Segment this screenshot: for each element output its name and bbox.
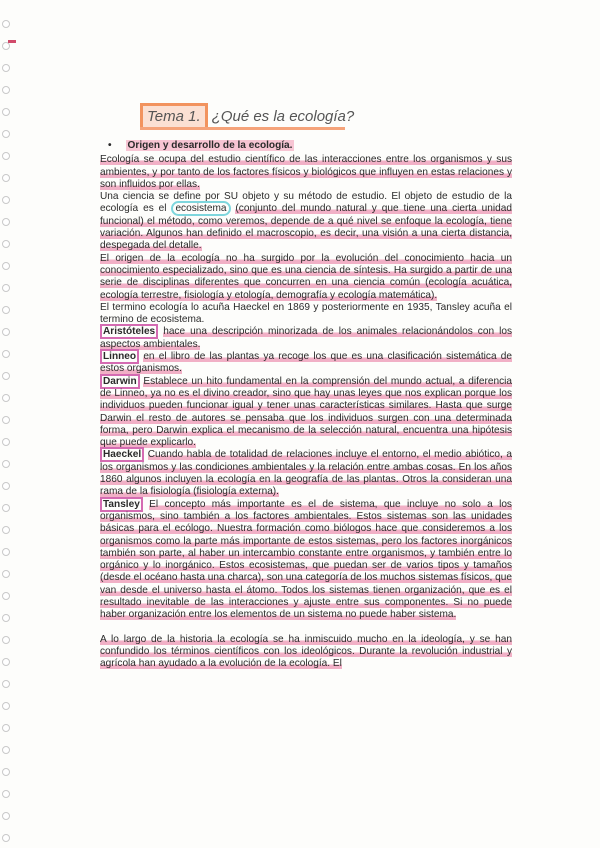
name-haeckel: Haeckel	[100, 447, 144, 462]
paragraph-2: Una ciencia se define por SU objeto y su método de estudio. El objeto de estudio de la ecología es el ecosistema (conjunto del mundo natural y que tiene una cierta unidad funcional) el método, como veremos, depende de a qué nivel se enfoque la ecología, tiene variación. Algunos han definido el macroscopio, es decir, una visión a una cierta distancia, despegada del detalle.	[100, 191, 512, 252]
binder-holes	[0, 20, 10, 848]
name-aristoteles: Aristóteles	[100, 324, 158, 339]
ink-mark	[8, 40, 16, 43]
paragraph-aristoteles: Aristóteles hace una descripción minorizada de los animales relacionándolos con los aspectos ambientales.	[100, 326, 512, 350]
paragraph-4: El termino ecología lo acuña Haeckel en 1869 y posteriormente en 1935, Tansley acuña el termino de ecosistema.	[100, 301, 512, 326]
page-title	[140, 103, 354, 130]
name-tansley: Tansley	[100, 497, 143, 512]
title-text: ¿Qué es la ecología?	[211, 108, 355, 125]
section-heading: • Origen y desarrollo de la ecología.	[108, 140, 293, 151]
name-darwin: Darwin	[100, 374, 140, 389]
title-underline	[140, 127, 345, 130]
paragraph-tansley: Tansley El concepto más importante es el de sistema, que incluye no solo a los organismos, sino también a los factores ambientales. Estos sistemas son las unidades básicas para el ecólogo. Nuestra formación como biólogos hace que consideremos a los organismos como la parte más importante de estos sistemas, pero los factores inorgánicos también son parte, al haber un intercambio constante entre organismos, y también entre lo orgánico y lo inorgánico. Estos ecosistemas, que puedan ser de varios tipos y tamaños (desde el océano hasta una charca), son una categoría de los muchos sistemas físicos, que van desde el universo hasta el átomo. Todos los sistemas tienen organización, que es el resultado inevitable de las interacciones y ajuste entre sus componentes. Si no puede haber organización entre los elementos de un sistema no puede haber sistema.	[100, 498, 512, 621]
paragraph-haeckel: Haeckel Cuando habla de totalidad de relaciones incluye el entorno, el medio abiótico, a los organismos y las condiciones ambientales y la relación entre ambas cosas. En los años 1860 algunos incluyen la ecología en la geografía de las plantas. Otros la consideran una rama de la fisiología (fisiología externa).	[100, 449, 512, 498]
section-heading-label: Origen y desarrollo de la ecología.	[127, 140, 293, 151]
name-linneo: Linneo	[100, 349, 139, 364]
paragraph-darwin: Darwin Establece un hito fundamental en la comprensión del mundo actual, a diferencia de Linneo, ya no es el divino creador, sino que hay unas leyes que nos explican porque los individuos pueden funcionar igual y tener unas características similares. Hasta que surge Darwin el resto de autores se pensaba que los individuos surgen con una determinada forma, pero Darwin explica el mecanismo de la selección natural, encuentra una hipótesis que puede explicarlo.	[100, 375, 512, 449]
paragraph-1: Ecología se ocupa del estudio científico de las interacciones entre los organismos y sus ambientes, y por tanto de los factores físicos y biológicos que influyen en estas relaciones y son influidos por ellas.	[100, 154, 512, 190]
document-body	[100, 140, 512, 670]
paragraph-linneo: Linneo en el libro de las plantas ya recoge los que es una clasificación sistemática de estos organismos.	[100, 351, 512, 375]
title-highlight: Tema 1.	[140, 103, 208, 130]
paragraph-3: El origen de la ecología no ha surgido por la evolución del conocimiento hacia un conocimiento especializado, sino que es una ciencia de síntesis. Ha surgido a partir de una serie de disciplinas diferentes que concurren en una ciencia común (ecología acuática, ecología terrestre, fisiología y etología, demografía y ecología matemática).	[100, 252, 512, 301]
paragraph-final: A lo largo de la historia la ecología se ha inmiscuido mucho en la ideología, y se han confundido los términos científicos con los ideológicos. Durante la revolución industrial y agrícola han ayudado a la evolución de la ecología. El	[100, 633, 512, 670]
circled-term: ecosistema	[171, 201, 230, 216]
